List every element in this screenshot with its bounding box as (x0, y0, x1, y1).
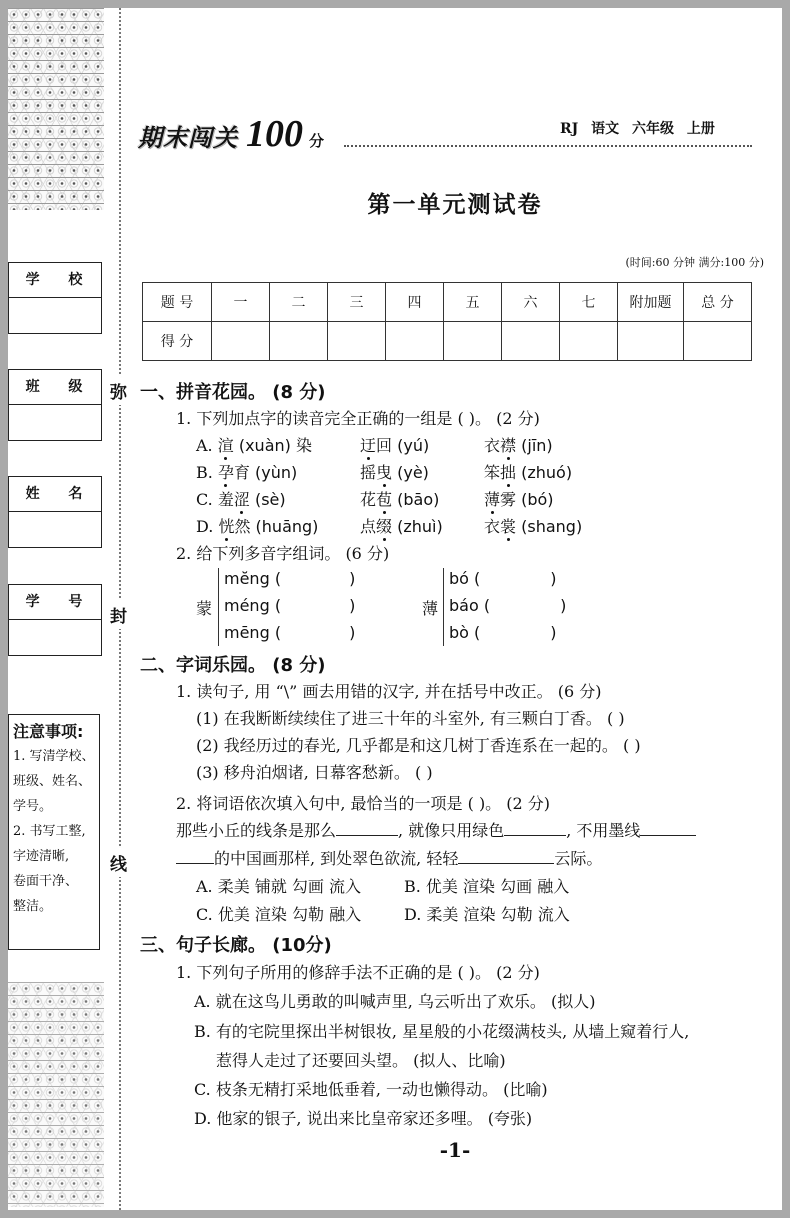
reading-input[interactable] (449, 596, 566, 615)
page-title: 第一单元测试卷 (367, 191, 543, 218)
class-input[interactable] (9, 405, 101, 440)
field-label: 姓 名 (9, 477, 101, 512)
s1-q1-option-a[interactable] (196, 433, 312, 456)
notes-line: 字迹清晰, (13, 849, 70, 864)
brand-text: 期末闯关 (138, 123, 238, 152)
reading-input[interactable] (224, 623, 355, 642)
s2-q2-option-d[interactable]: D. 柔美 渲染 勾勒 流入 (404, 905, 570, 924)
col-header: 五 (444, 283, 502, 322)
s2-q2-stem: 2. 将词语依次填入句中, 最恰当的一项是 ( )。 (2 分) (176, 794, 551, 813)
col-header: 三 (328, 283, 386, 322)
fill-blank[interactable] (640, 834, 696, 836)
s2-q2-option-c[interactable]: C. 优美 渲染 勾勒 融入 (196, 905, 362, 924)
col-header: 六 (502, 283, 560, 322)
score-cell[interactable] (444, 322, 502, 361)
s3-q1-option-c[interactable]: C. 枝条无精打采地低垂着, 一动也懒得动。 (比喻) (194, 1080, 548, 1099)
grade: 六年级 (632, 121, 675, 137)
s1-q1-stem: 1. 下列加点字的读音完全正确的一组是 ( )。 (2 分) (176, 409, 540, 428)
dotted-char: 涩 (233, 490, 250, 509)
col-header: 七 (560, 283, 618, 322)
word-tail: 回 (376, 436, 393, 455)
s3-q1-option-b-cont: 惹得人走过了还要回头望。 (拟人、比喻) (216, 1051, 506, 1070)
score-cell[interactable] (270, 322, 328, 361)
text-fragment: ) (349, 596, 356, 615)
brace (443, 568, 444, 646)
text-fragment: 的中国画那样, 到处翠色欲流, 轻轻 (214, 849, 459, 868)
volume: 上册 (686, 121, 715, 137)
pinyin: (xuàn) 染 (238, 436, 312, 455)
header-divider (344, 145, 752, 147)
pinyin: (bāo) (397, 490, 440, 509)
notes-line: 卷面干净、 (13, 874, 79, 889)
s3-q1-option-b[interactable]: B. 有的宅院里探出半树银妆, 星星般的小花缀满枝头, 从墙上窥着行人, (194, 1022, 690, 1041)
poly-char-meng: 蒙 (196, 599, 213, 618)
notes-title: 注意事项: (13, 722, 84, 741)
time-info: (时间:60 分钟 满分:100 分) (625, 256, 764, 269)
pinyin: (jīn) (521, 436, 553, 455)
score-cell[interactable] (560, 322, 618, 361)
school-input[interactable] (9, 298, 101, 333)
text-fragment: ) (349, 569, 356, 588)
s2-q2-sentence-line2 (176, 846, 602, 869)
pinyin: (zhuì) (397, 517, 443, 536)
score-cell[interactable] (328, 322, 386, 361)
school-field (8, 262, 102, 334)
s1-q1-option-b[interactable]: B. 孕育 (yùn) (196, 463, 298, 482)
text-fragment: 衣 (484, 436, 501, 455)
s2-q1-item[interactable]: (2) 我经历过的春光, 几乎都是和这几树丁香连系在一起的。 ( ) (196, 736, 641, 755)
edition: RJ (560, 121, 579, 137)
s1-q1-option-d[interactable]: D. 恍然 (huāng) (196, 517, 319, 536)
s1-q2-stem: 2. 给下列多音字组词。 (6 分) (176, 544, 390, 563)
text-fragment: , 不用墨线 (566, 821, 641, 840)
text-fragment: A. (196, 436, 213, 455)
text-fragment: D. (196, 517, 214, 536)
text-fragment: 那些小丘的线条是那么 (176, 821, 337, 840)
pinyin: (yùn) (255, 463, 298, 482)
text-fragment: C. (196, 490, 213, 509)
field-label: 班 级 (9, 370, 101, 405)
fill-blank[interactable] (176, 862, 214, 864)
notes-line: 2. 书写工整, (13, 824, 86, 839)
text-fragment: ) (550, 623, 557, 642)
dotted-char: 裳 (500, 517, 517, 536)
brand-logo (138, 112, 324, 156)
dotted-char: 孕 (217, 463, 234, 482)
name-input[interactable] (9, 512, 101, 547)
score-cell[interactable] (502, 322, 560, 361)
pinyin: (bó) (521, 490, 554, 509)
pinyin: (shang) (521, 517, 583, 536)
dotted-char: 苞 (376, 490, 393, 509)
notes-line: 班级、姓名、 (13, 774, 92, 789)
text-fragment: 云际。 (554, 849, 603, 868)
poly-char-bo: 薄 (422, 599, 439, 618)
dotted-char: 迂 (360, 436, 377, 455)
s2-q2-option-b[interactable]: B. 优美 渲染 勾画 融入 (404, 877, 570, 896)
reading-input[interactable] (449, 623, 557, 642)
text-fragment: báo ( (449, 596, 491, 615)
decorative-pattern-top (8, 8, 104, 210)
pinyin: (yú) (397, 436, 430, 455)
col-header: 一 (212, 283, 270, 322)
dotted-char: 渲 (217, 436, 234, 455)
dotted-char: 拙 (500, 463, 517, 482)
notes-line: 学号。 (13, 799, 53, 814)
pinyin: (yè) (397, 463, 429, 482)
score-cell[interactable] (386, 322, 444, 361)
header-label: 题 号 (143, 283, 212, 322)
fill-blank[interactable] (504, 834, 566, 836)
pinyin: (huāng) (255, 517, 319, 536)
text-fragment: méng ( (224, 596, 282, 615)
dotted-char: 曳 (376, 463, 393, 482)
s3-q1-option-d[interactable]: D. 他家的银子, 说出来比皇帝家还多哩。 (夸张) (194, 1109, 533, 1128)
text-fragment: ) (349, 623, 356, 642)
class-field (8, 369, 102, 441)
reading-input[interactable] (224, 596, 355, 615)
brand-score: 100 (246, 113, 303, 155)
score-cell[interactable] (618, 322, 684, 361)
decorative-pattern-bottom (8, 982, 104, 1207)
s2-q1-item[interactable]: (1) 在我断断续续住了进三十年的斗室外, 有三颗白丁香。 ( ) (196, 709, 625, 728)
reading-input[interactable] (449, 569, 557, 588)
text-fragment: ) (550, 569, 557, 588)
s2-q2-sentence-line1 (176, 818, 696, 841)
text-fragment: bò ( (449, 623, 481, 642)
s2-q1-stem: 1. 读句子, 用 “\” 画去用错的汉字, 并在括号中改正。 (6 分) (176, 682, 602, 701)
col-header: 总 分 (684, 283, 752, 322)
section-2-heading: 二、字词乐园。 (8 分) (140, 655, 326, 676)
dotted-char: 薄 (484, 490, 501, 509)
score-cell[interactable] (684, 322, 752, 361)
page-number: -1- (439, 1138, 471, 1162)
pinyin: (sè) (254, 490, 286, 509)
seal-char-mi: 弥 (110, 376, 127, 405)
dotted-char: 缀 (376, 517, 393, 536)
text-fragment: mĕng ( (224, 569, 282, 588)
notes-line: 1. 写清学校、 (13, 749, 95, 764)
subject: 语文 (591, 121, 620, 137)
fill-blank[interactable] (336, 834, 398, 836)
row-label: 得 分 (143, 322, 212, 361)
s3-q1-stem: 1. 下列句子所用的修辞手法不正确的是 ( )。 (2 分) (176, 963, 540, 982)
student-id-field (8, 584, 102, 656)
dotted-char: 襟 (500, 436, 517, 455)
field-label: 学 号 (9, 585, 101, 620)
col-header: 附加题 (618, 283, 684, 322)
subject-info (560, 118, 723, 138)
s1-q1-option-c[interactable]: C. 羞涩 (sè) (196, 490, 286, 509)
text-fragment: B. (196, 463, 213, 482)
text-fragment: bó ( (449, 569, 481, 588)
col-header: 四 (386, 283, 444, 322)
text-fragment: , 就像只用绿色 (398, 821, 505, 840)
col-header: 二 (270, 283, 328, 322)
text-fragment: ) (560, 596, 567, 615)
notes-line: 整洁。 (13, 899, 53, 914)
dotted-char: 恍 (218, 517, 235, 536)
fill-blank[interactable] (458, 862, 554, 864)
section-1-heading: 一、拼音花园。 (8 分) (140, 382, 326, 403)
s2-q1-item[interactable]: (3) 移舟泊烟诸, 日幕客愁新。 ( ) (196, 763, 433, 782)
text-fragment: mēng ( (224, 623, 282, 642)
score-header-row (143, 283, 752, 322)
notes-box (8, 714, 100, 950)
seal-char-feng: 封 (110, 600, 127, 629)
seal-char-xian: 线 (110, 848, 127, 877)
field-label: 学 校 (9, 263, 101, 298)
score-row (143, 322, 752, 361)
reading-input[interactable] (224, 569, 355, 588)
section-3-heading: 三、句子长廊。 (10分) (140, 935, 332, 956)
brace (218, 568, 219, 646)
pinyin: (zhuó) (521, 463, 573, 482)
brand-unit: 分 (309, 132, 325, 150)
s3-q1-option-a[interactable]: A. 就在这鸟儿勇敢的叫喊声里, 乌云听出了欢乐。 (拟人) (194, 992, 596, 1011)
s2-q2-option-a[interactable]: A. 柔美 铺就 勾画 流入 (196, 877, 361, 896)
score-cell[interactable] (212, 322, 270, 361)
student-id-input[interactable] (9, 620, 101, 655)
score-table (142, 282, 752, 361)
name-field (8, 476, 102, 548)
